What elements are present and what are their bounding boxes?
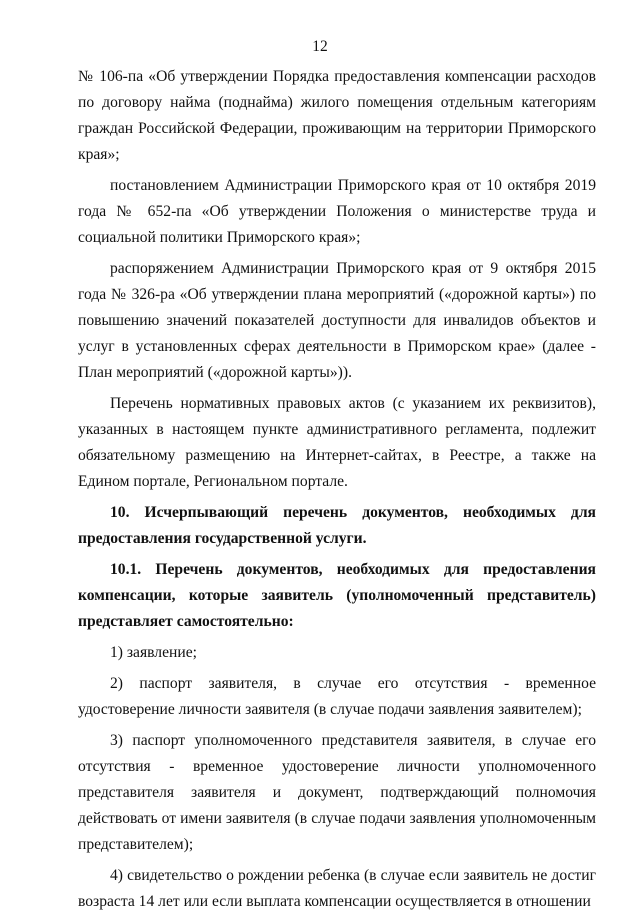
list-item-4: 4) свидетельство о рождении ребенка (в случае если заявитель не достиг возраста 14 лет или если выплата компенсации осуществляется в отношении — [78, 867, 596, 910]
list-item-2: 2) паспорт заявителя, в случае его отсутствия - временное удостоверение личности заявителя (в случае подачи заявления заявителем); — [78, 675, 596, 718]
paragraph-decree-652: постановлением Администрации Приморского края от 10 октября 2019 года № 652-па «Об утверждении Положения о министерстве труда и социальной политики Приморского края»; — [78, 177, 596, 246]
section-heading-10: 10. Исчерпывающий перечень документов, необходимых для предоставления государственной услуги. — [78, 504, 596, 547]
paragraph-continuation: № 106-па «Об утверждении Порядка предоставления компенсации расходов по договору найма (поднайма) жилого помещения отдельным категориям граждан Российской Федерации, проживающим на территории Приморского края»; — [78, 68, 596, 163]
paragraph-acts-list: Перечень нормативных правовых актов (с указанием их реквизитов), указанных в настоящем пункте административного регламента, подлежит обязательному размещению на Интернет-сайтах, в Реестре, а также на Едином портале, Региональном портале. — [78, 395, 596, 490]
list-item-3: 3) паспорт уполномоченного представителя заявителя, в случае его отсутствия - временное удостоверение личности уполномоченного представителя заявителя и документ, подтверждающий полномочия действовать от имени заявителя (в случае подачи заявления уполномоченным представителем); — [78, 732, 596, 853]
subsection-heading-10-1: 10.1. Перечень документов, необходимых для предоставления компенсации, которые заявитель (уполномоченный представитель) представляет самостоятельно: — [78, 561, 596, 630]
page-number: 12 — [312, 38, 328, 55]
page-body — [78, 64, 596, 920]
list-item-1: 1) заявление; — [110, 644, 197, 661]
paragraph-order-326: распоряжением Администрации Приморского края от 9 октября 2015 года № 326-ра «Об утверждении плана мероприятий («дорожной карты») по повышению значений показателей доступности для инвалидов объектов и услуг в установленных сферах деятельности в Приморском крае» (далее - План мероприятий («дорожной карты»)). — [78, 260, 596, 381]
